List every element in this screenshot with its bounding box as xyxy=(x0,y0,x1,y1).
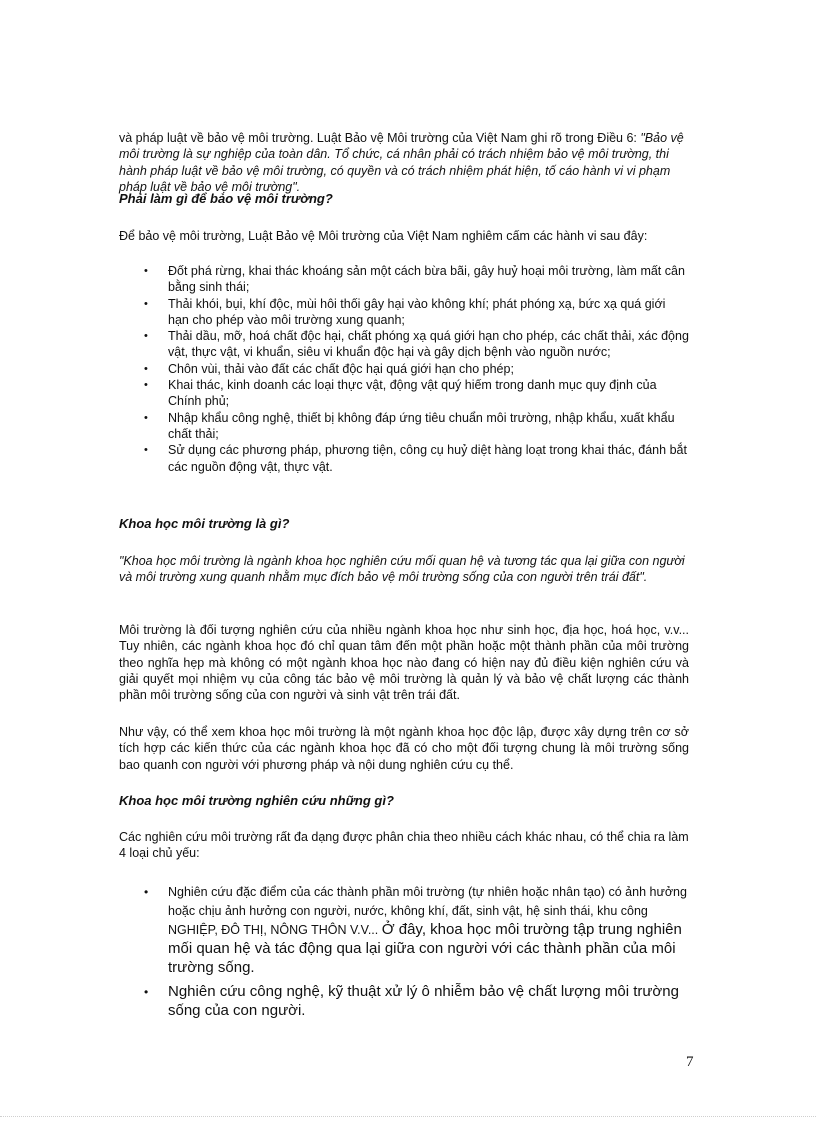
list-item xyxy=(119,328,689,361)
list-item xyxy=(119,361,689,377)
article-6-quote: "Bảo vệ môi trường là sự nghiệp của toàn dân. Tổ chức, cá nhân phải có trách nhiệm bảo vệ môi trường, thi hành pháp luật về bảo vệ môi trường, có quyền và có trách nhiệm phát hiện, tố cáo hành vi vi phạm pháp luật về bảo vệ môi trường". xyxy=(119,131,684,194)
list-item xyxy=(119,882,689,977)
prohibited-acts-list xyxy=(119,263,689,475)
list-item-text: Khai thác, kinh doanh các loại thực vật, động vật quý hiếm trong danh mục quy định của Chính phủ; xyxy=(168,378,657,409)
section-heading-env-science xyxy=(119,516,689,532)
definition-quote: "Khoa học môi trường là ngành khoa học nghiên cứu mối quan hệ và tương tác qua lại giữa con người và môi trường xung quanh nhằm mục đích bảo vệ môi trường sống của con người trên trái đất". xyxy=(119,554,685,585)
list-item xyxy=(119,377,689,410)
prohibited-acts-intro: Để bảo vệ môi trường, Luật Bảo vệ Môi trường của Việt Nam nghiêm cấm các hành vi sau đây: xyxy=(119,229,648,243)
bullet-icon: • xyxy=(144,885,149,899)
research-types-intro: Các nghiên cứu môi trường rất đa dạng được phân chia theo nhiều cách khác nhau, có thể chia ra làm 4 loại chủ yếu: xyxy=(119,830,689,861)
bullet-icon: • xyxy=(144,362,148,375)
list-item xyxy=(119,410,689,443)
page-bottom-divider xyxy=(0,1116,816,1117)
list-item-text: Sử dụng các phương pháp, phương tiện, công cụ huỷ diệt hàng loạt trong khai thác, đánh bắt các nguồn động vật, thực vật. xyxy=(168,443,687,474)
page-number: 7 xyxy=(686,1054,694,1070)
heading-what-is-env-science: Khoa học môi trường là gì? xyxy=(119,516,290,531)
bullet-icon: • xyxy=(144,985,149,999)
heading-what-to-do: Phải làm gì để bảo vệ môi trường? xyxy=(119,191,333,206)
bullet-icon: • xyxy=(144,330,148,343)
section-heading-protect xyxy=(119,191,689,207)
env-science-definition xyxy=(119,553,689,586)
env-science-para1 xyxy=(119,622,689,703)
section1-intro xyxy=(119,228,689,244)
bullet-icon: • xyxy=(144,379,148,392)
bullet-icon: • xyxy=(144,265,148,277)
section3-intro xyxy=(119,829,689,862)
bullet-icon: • xyxy=(144,297,148,310)
bullet-icon: • xyxy=(144,444,148,457)
paragraph-research-object: Môi trường là đối tượng nghiên cứu của nhiều ngành khoa học như sinh học, địa học, hoá học, v.v... Tuy nhiên, các ngành khoa học đó chỉ quan tâm đến một phần hoặc một thành phần của môi trường theo nghĩa hẹp mà không có một ngành khoa học nào đang có hiện nay đủ điều kiện nghiên cứu và giải quyết mọi nhiệm vụ của công tác bảo vệ môi trường là quản lý và bảo vệ chất lượng các thành phần môi trường sống của con người và sinh vật trên trái đất. xyxy=(119,623,689,703)
research-item-1-part1: Nghiên cứu đặc điểm của các thành phần môi trường (tự nhiên hoặc nhân tạo) có ảnh hưởng hoặc chịu ảnh hưởng con người, nước, không khí, đất, sinh vật, hệ sinh thái, khu công NGHIỆP, ĐÔ THỊ, NÔNG THÔN V.V... xyxy=(168,885,687,937)
heading-what-does-it-study: Khoa học môi trường nghiên cứu những gì? xyxy=(119,793,394,808)
list-item-text: Đốt phá rừng, khai thác khoáng sản một cách bừa bãi, gây huỷ hoại môi trường, làm mất cân bằng sinh thái; xyxy=(168,264,685,295)
list-item-text: Thải khói, bụi, khí độc, mùi hôi thối gây hại vào không khí; phát phóng xạ, bức xạ quá giới hạn cho phép vào môi trường xung quanh; xyxy=(168,296,666,327)
research-item-1-part2: Ở đây, khoa học môi trường tập trung nghiên mối quan hệ và tác động qua lại giữa con người với các thành phần của môi trường sống. xyxy=(168,921,682,976)
research-types-list xyxy=(119,882,689,1020)
intro-lead: và pháp luật về bảo vệ môi trường. Luật Bảo vệ Môi trường của Việt Nam ghi rõ trong Điều 6: xyxy=(119,131,641,145)
list-item xyxy=(119,442,689,475)
list-item-text: Chôn vùi, thải vào đất các chất độc hại quá giới hạn cho phép; xyxy=(168,361,514,376)
list-item-text: Thải dầu, mỡ, hoá chất độc hại, chất phóng xạ quá giới hạn cho phép, các chất thải, xác động vật, thực vật, vi khuẩn, siêu vi khuẩn độc hại và gây dịch bệnh vào nguồn nước; xyxy=(168,329,689,360)
list-item xyxy=(119,263,689,296)
research-item-2: Nghiên cứu công nghệ, kỹ thuật xử lý ô nhiễm bảo vệ chất lượng môi trường sống của con người. xyxy=(168,983,679,1019)
env-science-para2 xyxy=(119,724,689,773)
list-item xyxy=(119,296,689,329)
section-heading-research xyxy=(119,793,689,809)
list-item-text: Nhập khẩu công nghệ, thiết bị không đáp ứng tiêu chuẩn môi trường, nhập khẩu, xuất khẩu chất thải; xyxy=(168,410,675,441)
bullet-icon: • xyxy=(144,411,148,424)
list-item xyxy=(119,982,689,1020)
paragraph-independent-field: Như vậy, có thể xem khoa học môi trường là một ngành khoa học độc lập, được xây dựng trên cơ sở tích hợp các kiến thức của các ngành khoa học đã có cho một đối tượng chung là môi trường sống bao quanh con người với phương pháp và nội dung nghiên cứu cụ thể. xyxy=(119,725,689,772)
intro-paragraph xyxy=(119,130,689,195)
